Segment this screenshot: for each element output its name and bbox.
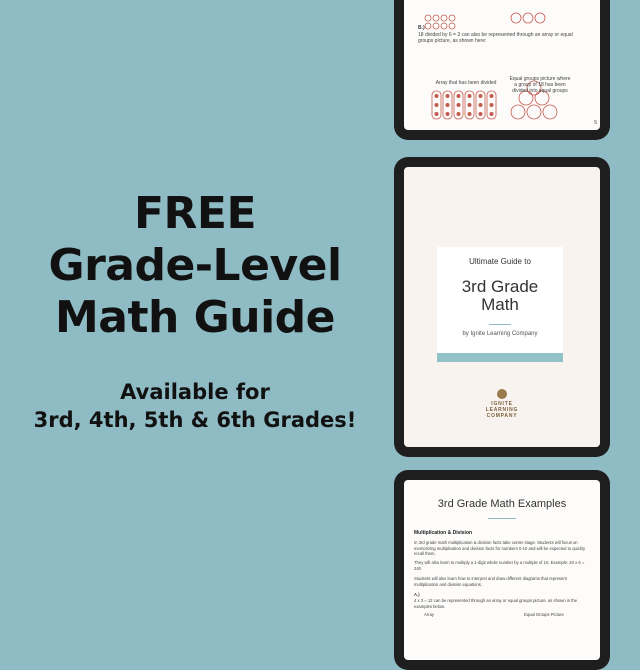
division-paragraph: 18 divided by 6 = 3 can also be represented through an array or equal groups picture, as shown here:: [418, 32, 573, 44]
page-number: 5: [594, 120, 597, 126]
division-section-label: B.): [418, 25, 425, 31]
groups-label: Equal Groups Picture: [524, 612, 564, 617]
logo-line-3: COMPANY: [486, 413, 518, 419]
logo-line-1: IGNITE: [491, 401, 513, 407]
array-label: Array: [424, 612, 435, 617]
logo-line-2: LEARNING: [485, 407, 519, 413]
flame-logo-icon: [497, 389, 507, 399]
cover-title-line-1: 3rd Grade: [461, 277, 539, 296]
examples-paragraph-4: 4 x 3 = 12 can be represented through an array or equal groups picture, as shown in the examples below.: [414, 598, 578, 609]
headline-line-3: Math Guide: [54, 292, 335, 343]
example-label: A.): [414, 592, 420, 597]
subheadline: [20, 378, 370, 434]
camera-icon: [487, 473, 517, 477]
cover-screen: [404, 167, 600, 447]
headline: [20, 188, 370, 344]
cover-byline: by Ignite Learning Company: [462, 331, 538, 337]
cover-pre-title: Ultimate Guide to: [469, 257, 531, 266]
cover-accent-band: [437, 353, 563, 362]
subheadline-line-1: Available for: [120, 380, 270, 404]
examples-title: 3rd Grade Math Examples: [437, 498, 567, 510]
tablet-examples-page: [394, 470, 610, 670]
company-logo: [404, 389, 600, 419]
examples-screen: [404, 480, 600, 660]
cover-title: [437, 278, 563, 314]
cover-title-line-2: Math: [481, 295, 519, 314]
examples-divider: [488, 518, 516, 519]
cover-title-card: [437, 247, 563, 362]
tablet-division-page: [394, 0, 610, 140]
examples-paragraph-3: Students will also learn how to interpret and draw different diagrams that represent multiplication and division equations.: [414, 576, 567, 587]
camera-icon: [487, 160, 517, 164]
division-page-illustrations: [404, 0, 600, 130]
division-page-screen: [404, 0, 600, 130]
tablet-cover-page: [394, 157, 610, 457]
examples-section-heading: Multiplication & Division: [414, 530, 473, 536]
groups-caption: Equal groups picture where a group of 18 has been divided into equal groups: [509, 76, 571, 94]
cover-divider: [489, 324, 511, 325]
examples-paragraph-1: In 3rd grade math multiplication & division facts take center stage. Students will focus on memorizing multiplication and division facts for numbers 0-10 and will be expected to quickly recall them.: [414, 540, 586, 557]
subheadline-line-2: 3rd, 4th, 5th & 6th Grades!: [33, 408, 357, 432]
examples-paragraph-2: They will also learn to multiply a 1-digit whole number by a multiple of 10. Example: 40 x 6 = 240: [414, 560, 585, 571]
array-caption: Array that has been divided: [435, 80, 497, 86]
headline-line-2: Grade-Level: [48, 240, 342, 291]
headline-line-1: FREE: [133, 188, 257, 239]
